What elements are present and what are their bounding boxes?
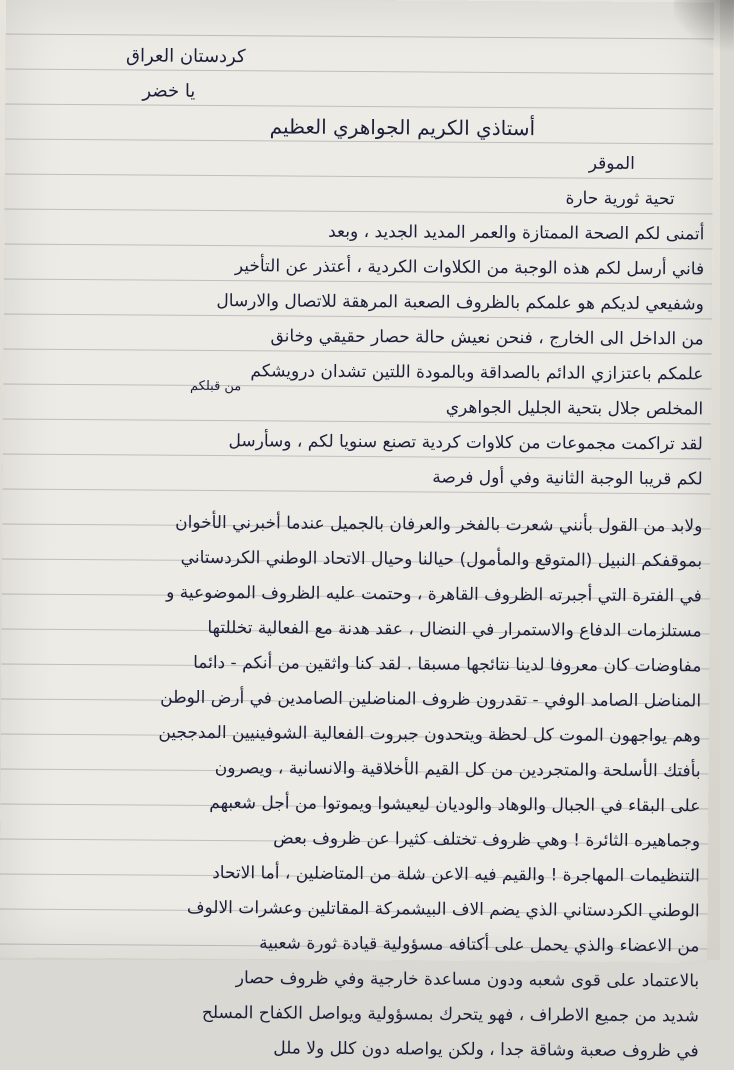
interlinear-insertion: من قبلكم xyxy=(189,378,242,395)
paragraph-line: مفاوضات كان معروفا لدينا نتائجها مسبقا . لقد كنا واثقين من أنكم - دائما xyxy=(193,652,702,677)
paragraph-line: بالاعتماد على قوى شعبه ودون مساعدة خارجية وفي ظروف حصار xyxy=(235,968,700,992)
paragraph-line: الوطني الكردستاني الذي يضم الاف البيشمركة المقاتلين وعشرات الالوف xyxy=(186,897,700,922)
paragraph-line: وهم يواجهون الموت كل لحظة ويتحدون جبروت الفعالية الشوفينيين المدججين xyxy=(158,722,701,747)
paragraph-line: في ظروف صعبة وشاقة جدا ، ولكن يواصله دون كلل ولا ملل xyxy=(273,1038,699,1062)
paragraph-line: أتمنى لكم الصحة الممتازة والعمر المديد الجديد ، وبعد xyxy=(328,221,705,245)
paragraph-line: وجماهيره الثائرة ! وهي ظروف تختلف كثيرا عن ظروف بعض xyxy=(273,828,701,852)
greeting-line: تحية ثورية حارة xyxy=(565,188,675,210)
paragraph-line: من الاعضاء والذي يحمل على أكتافه مسؤولية قيادة ثورة شعبية xyxy=(259,933,700,957)
handwritten-letter xyxy=(29,38,706,1070)
paragraph-line: ولابد من القول بأنني شعرت بالفخر والعرفان بالجميل عندما أخبرني الأخوان xyxy=(175,512,703,537)
paragraph-line: بموقفكم النبيل (المتوقع والمأمول) حيالنا وحيال الاتحاد الوطني الكردستاني xyxy=(180,547,703,572)
address-line: كردستان العراق xyxy=(125,45,246,68)
paragraph-line: التنظيمات المهاجرة ! والقيم فيه الاعن شلة من المتاضلين ، أما الاتحاد xyxy=(212,862,700,887)
paragraph-line: المخلص جلال بتحية الجليل الجواهري xyxy=(445,397,704,420)
paragraph-line: فاني أرسل لكم هذه الوجبة من الكلاوات الكردية ، أعتذر عن التأخير xyxy=(234,256,705,280)
paragraph-line: علمكم باعتزازي الدائم بالصداقة وبالمودة اللتين تشدان درويشكم xyxy=(250,361,704,385)
paragraph-line: في الفترة التي أجبرته الظروف القاهرة ، وحتمت عليه الظروف الموضوعية و xyxy=(166,582,702,607)
paragraph-line: من الداخل الى الخارج ، فنحن نعيش حالة حصار حقيقي وخانق xyxy=(270,326,704,350)
paragraph-line: مستلزمات الدفاع والاستمرار في النضال ، عقد هدنة مع الفعالية تخللتها xyxy=(207,617,702,642)
paragraph-line: وشفيعي لديكم هو علمكم بالظروف الصعبة المرهقة للاتصال والارسال xyxy=(216,291,704,315)
address-line: يا خضر xyxy=(142,80,196,102)
salutation-line: الموقر xyxy=(588,153,635,174)
paragraph-line: لكم قريبا الوجبة الثانية وفي أول فرصة xyxy=(432,467,703,490)
paragraph-line: المناضل الصامد الوفي - تقدرون ظروف المناضلين الصامدين في أرض الوطن xyxy=(160,687,702,712)
paragraph-line: على البقاء في الجبال والوهاد والوديان ليعيشوا ويموتوا من أجل شعبهم xyxy=(209,792,701,817)
paragraph-line: لقد تراكمت مجموعات من كلاوات كردية تصنع سنويا لكم ، وسأرسل xyxy=(228,431,703,455)
paragraph-line: شديد من جميع الاطراف ، فهو يتحرك بمسؤولية ويواصل الكفاح المسلح xyxy=(201,1002,699,1027)
salutation-line: أستاذي الكريم الجواهري العظيم xyxy=(269,114,536,141)
paragraph-line: بأفتك الأسلحة والمتجردين من كل القيم الأخلاقية والانسانية ، ويصرون xyxy=(214,758,701,782)
